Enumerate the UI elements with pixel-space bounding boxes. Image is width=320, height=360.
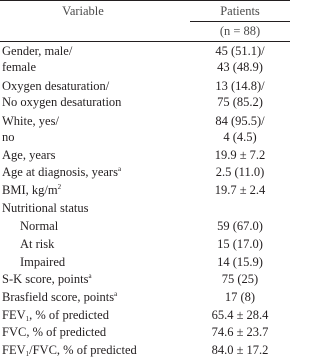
row-label-sk-score: S-K score, points$^a$ — [2, 272, 92, 286]
row-value-age-at-diagnosis: 2.5 (11.0) — [215, 165, 265, 179]
row-value-gender-male: 45 (51.1)/ — [215, 44, 265, 58]
row-value-normal: 59 (67.0) — [217, 219, 263, 233]
header-variable: Variable — [62, 4, 104, 18]
row-value-sk-score: 75 (25) — [221, 272, 259, 286]
row-label-age: Age, years — [2, 148, 56, 162]
header-partial-rule — [190, 21, 290, 22]
header-patients: Patients — [220, 4, 260, 18]
row-label-fev1: $FEV_1$, % of predicted — [2, 308, 109, 323]
row-label-bmi: BMI, $kg/m^2$ — [2, 183, 62, 197]
footnote-marker: a — [117, 165, 122, 173]
row-label-at-risk: At risk — [20, 237, 55, 251]
row-value-bmi: 19.7 ± 2.4 — [214, 183, 266, 197]
footnote-marker: a — [88, 272, 92, 280]
row-label-fvc: FVC, % of predicted — [2, 325, 107, 339]
row-value-white-no: 4 (4.5) — [223, 130, 257, 144]
superscript-unit: 2 — [57, 183, 62, 191]
table-top-rule — [0, 0, 290, 1]
row-value-fev1: 65.4 ± 28.4 — [211, 308, 269, 322]
row-value-no-oxygen-desaturation: 75 (85.2) — [217, 95, 263, 109]
row-value-oxygen-desaturation: 13 (14.8)/ — [215, 79, 265, 93]
row-value-gender-female: 43 (48.9) — [217, 60, 263, 74]
row-label-oxygen-desaturation: Oxygen desaturation/ — [2, 79, 110, 93]
header-bottom-rule — [0, 41, 290, 42]
row-value-fvc: 74.6 ± 23.7 — [211, 325, 269, 339]
row-value-at-risk: 15 (17.0) — [217, 237, 263, 251]
subscript-1: 1 — [25, 350, 30, 358]
row-label-age-at-diagnosis: Age at diagnosis, years$^a$ — [2, 165, 122, 179]
row-label-gender: Gender, male/ — [2, 44, 73, 58]
subscript-1: 1 — [25, 315, 30, 323]
row-label-impaired: Impaired — [20, 255, 66, 269]
row-label-female: female — [2, 60, 37, 74]
row-label-nutritional-status: Nutritional status — [2, 201, 89, 215]
row-value-fev1-fvc: 84.0 ± 17.2 — [211, 343, 269, 357]
row-label-white-no: no — [2, 130, 15, 144]
header-sample-size: (n = 88) — [219, 24, 261, 38]
row-label-white: White, yes/ — [2, 114, 59, 128]
row-value-white-yes: 84 (95.5)/ — [215, 114, 265, 128]
row-label-no-oxygen-desaturation: No oxygen desaturation — [2, 95, 122, 109]
footnote-marker: a — [114, 290, 118, 298]
row-label-fev1-fvc: $FEV_1$/FVC, % of predicted — [2, 343, 137, 358]
row-value-brasfield-score: 17 (8) — [224, 290, 256, 304]
row-value-age: 19.9 ± 7.2 — [214, 148, 266, 162]
row-label-brasfield-score: Brasfield score, points$^a$ — [2, 290, 118, 304]
row-value-impaired: 14 (15.9) — [217, 255, 263, 269]
row-label-normal: Normal — [20, 219, 59, 233]
